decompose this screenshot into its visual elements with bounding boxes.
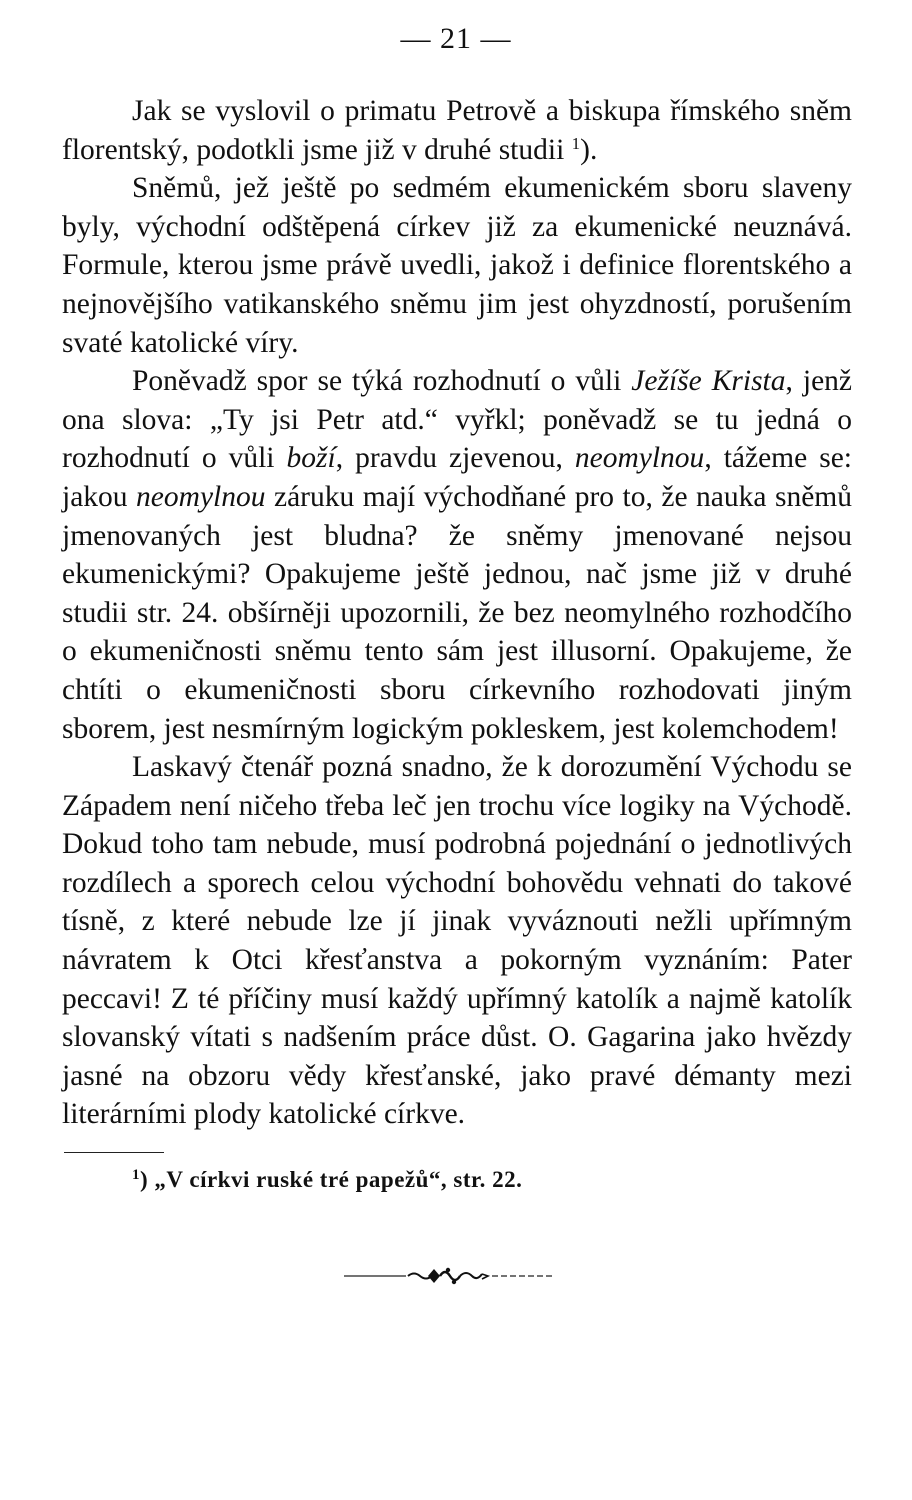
paragraph: [62, 748, 852, 1134]
page-number: — 21 —: [400, 22, 512, 55]
footnote-divider: [64, 1152, 164, 1153]
text-segment: , tážeme se: jakou: [62, 442, 852, 513]
paragraph: [62, 362, 852, 748]
text-segment: Poněvadž spor se týká rozhodnutí o vůli: [132, 365, 632, 398]
italic-text: neomylnou: [136, 480, 266, 513]
text-segment: , jenž ona slova: „Ty jsi Petr atd.“ vyřkl; poněvadž se tu jedná o rozhodnutí o vůli: [62, 365, 853, 475]
paragraph: [62, 169, 852, 362]
decorative-flourish-icon: [344, 1264, 554, 1288]
italic-text: boží: [286, 442, 336, 475]
text-segment: záruku mají východňané pro to, že nauka sněmů jmenovaných jest bludna? že sněmy jmenované nejsou ekumenickými? Opakujeme ještě jednou, nač jsme již v druhé studii str. 24. obšírněji upozornili, že bez neomylného rozhodčího o ekumeničnosti sněmu tento sám jest illusorní. Opakujeme, že chtíti o ekumeničnosti sboru církevního rozhodovati jiným sborem, jest nesmírným logickým pokleskem, jest kolemchodem!: [62, 480, 852, 745]
italic-text: Ježíše Krista: [631, 365, 786, 398]
text-segment: Jak se vyslovil o primatu Petrově a biskupa římského sněm florentský, podotkli jsme již v druhé studii: [62, 95, 852, 166]
paragraph: [62, 92, 852, 169]
text-segment: ).: [580, 133, 598, 166]
italic-text: neomylnou: [574, 442, 705, 475]
footnote: [132, 1165, 522, 1195]
footnote-reference: 1: [571, 133, 581, 153]
text-segment: Sněmů, jež ještě po sedmém ekumenickém sboru slaveny byly, východní odštěpená církev již za ekumenické neuznává. Formule, kterou jsme právě uvedli, jakož i definice florentského a nejnovějšího vatikanského sněmu jim jest ohyzdností, porušením svaté katolické víry.: [62, 172, 852, 359]
body-text: [62, 92, 852, 1134]
footnote-text: „V církvi ruské tré papežů“, str. 22.: [154, 1167, 523, 1192]
footnote-marker: 1: [132, 1167, 140, 1183]
footnote-marker-paren: ): [140, 1167, 149, 1192]
text-segment: Laskavý čtenář pozná snadno, že k dorozumění Východu se Západem není ničeho třeba leč jen trochu více logiky na Východě. Dokud toho tam nebude, musí podrobná pojednání o jednotlivých rozdílech a sporech celou východní bohovědu vehnati do takové tísně, z které nebude lze jí jinak vyváznouti nežli upřímným návratem k Otci křesťanstva a pokorným vyznáním: Pater peccavi! Z té příčiny musí každý upřímný katolík a najmě katolík slovanský vítati s nadšením práce důst. O. Gagarina jako hvězdy jasné na obzoru vědy křesťanské, jako pravé démanty mezi literárními plody katolické církve.: [62, 751, 852, 1131]
text-segment: , pravdu zjevenou,: [335, 442, 575, 475]
